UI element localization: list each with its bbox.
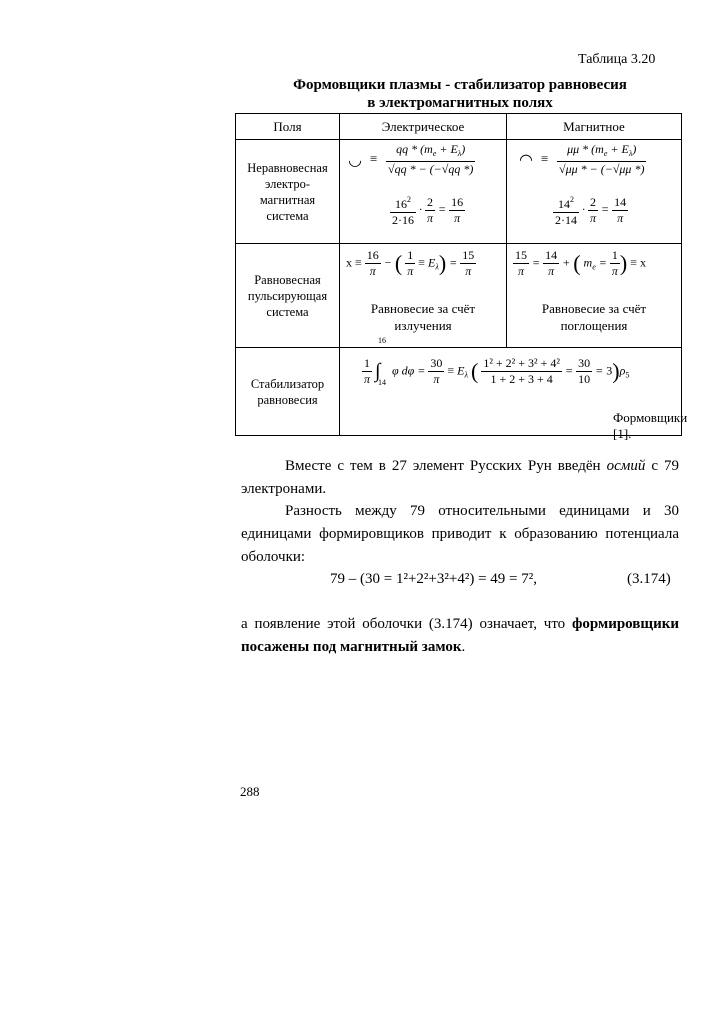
- pi-symbol: π: [433, 372, 440, 386]
- row2-label: [236, 244, 340, 348]
- table-title-line1: Формовщики плазмы - стабилизатор равновесия: [293, 77, 627, 93]
- rho-subscript: 5: [625, 370, 630, 380]
- E-symbol: E: [428, 255, 436, 270]
- lambda-subscript: λ: [435, 262, 439, 272]
- r1m-numerator: μμ * (m: [567, 142, 604, 156]
- para1-text: Вместе с тем в 27 элемент Русских Рун введён: [285, 458, 601, 474]
- e-subscript: e: [603, 149, 608, 158]
- frac-2-num: 2: [588, 195, 598, 211]
- lambda-subscript: λ: [628, 149, 633, 158]
- para3-bold: формировщики посажены под магнитный замок: [241, 616, 679, 655]
- row1-label-line: электро-: [264, 176, 311, 191]
- row3-formula-cell: $\frac{1}{\pi}$ 16 ∫ 14 φ dφ = $\frac{30}{\pi}$ ≡ $E_\lambda$ ( $\frac{\text{1² + 2² + 3² + 4²}}{1 + 2 + 3 + 4}$ = $\frac{30}{10}$ = $3)\rho_5$ Формовщики [1].: [340, 348, 682, 436]
- sum-squares-num: 1² + 2² + 3² + 4²: [483, 356, 561, 370]
- r1e-numerator: qq * (m: [396, 142, 433, 156]
- table-caption: Таблица 3.20: [578, 52, 656, 67]
- frac-2-num: 2: [425, 195, 435, 211]
- frac-15-num: 15: [462, 248, 475, 262]
- para3-start: а появление этой оболочки (3.174) означает, что: [241, 616, 566, 632]
- header-electric: Электрическое: [340, 114, 507, 140]
- row2-label-line: Равновесная: [254, 272, 321, 287]
- frac-16-den: 2·16: [392, 213, 414, 227]
- lambda-subscript: λ: [464, 370, 468, 380]
- e-subscript: e: [592, 262, 596, 272]
- row1-electric-cell: ◡ ≡ $\frac{qq * (m_e + E_\lambda)}{√qq * - (-√qq *)}$ $\frac{16^2}{2\cdot 16}$ · $\frac{2}{\pi}$ = $\frac{16}{\pi}$: [340, 140, 507, 244]
- frac-15-num: 15: [515, 248, 527, 262]
- equiv-symbol: ≡: [418, 255, 426, 270]
- row1-label-line: система: [266, 208, 309, 223]
- row3-label-line: Стабилизатор: [250, 376, 325, 391]
- equiv-symbol: ≡: [541, 151, 549, 166]
- frac-1-num: 1: [362, 356, 372, 372]
- pi-symbol: π: [454, 210, 461, 225]
- note-magnetic-line: поглощения: [560, 318, 628, 333]
- pi-symbol: π: [611, 264, 618, 278]
- integral-icon: ∫: [375, 360, 381, 382]
- row2-label-line: система: [266, 304, 309, 319]
- equiv-symbol: ≡: [447, 363, 455, 378]
- header-magnetic: Магнитное: [507, 114, 682, 140]
- para1-emphasis: осмий: [606, 458, 646, 474]
- frac-16-num: 16: [366, 248, 379, 262]
- frac-30b-num: 30: [578, 356, 591, 370]
- pi-symbol: π: [590, 210, 597, 225]
- equation-number: (3.174): [627, 571, 671, 587]
- pi-symbol: π: [364, 372, 371, 386]
- pi-symbol: π: [517, 264, 524, 278]
- pi-symbol: π: [427, 210, 434, 225]
- note-magnetic-line: Равновесие за счёт: [541, 301, 647, 316]
- frac-14-num: 14: [558, 197, 570, 211]
- row1-label-line: магнитная: [259, 192, 316, 207]
- note-electric-line: Равновесие за счёт: [370, 301, 476, 316]
- lambda-subscript: λ: [457, 149, 462, 158]
- x-symbol: x: [346, 255, 352, 270]
- pi-symbol: π: [369, 264, 376, 278]
- x-symbol: x: [640, 255, 647, 270]
- row2-electric-cell: x ≡ $\frac{16}{\pi}$ − ( $\frac{1}{\pi}$ ≡ $E_\lambda$) = $\frac{15}{\pi}$ Равновесие за счёт излучения: [340, 244, 507, 348]
- pi-symbol: π: [465, 264, 472, 278]
- para1-end: с 79 электронами.: [241, 458, 679, 497]
- row1-magnetic-cell: ◠ ≡ $\frac{\mu\mu * (m_e + E_\lambda)}{√\mu\mu * - (-√\mu\mu *)}$ $\frac{14^2}{2\cdot 14}$ · $\frac{2}{\pi}$ = $\frac{14}{\pi}$: [507, 140, 682, 244]
- cup-symbol: ◡: [348, 152, 362, 169]
- E-symbol: E: [450, 142, 458, 156]
- three-value: 3: [606, 363, 613, 378]
- page-number: 288: [240, 784, 260, 799]
- row1-label-line: Неравновесная: [247, 160, 328, 175]
- r1m-denominator: √μμ * − (−√μμ *): [559, 162, 645, 176]
- r1e-denominator: √qq * − (−√qq *): [388, 162, 474, 176]
- row3-label-line: равновесия: [257, 392, 318, 407]
- frac-10-den: 10: [578, 372, 591, 386]
- pi-symbol: π: [407, 264, 414, 278]
- frac-16b-num: 16: [451, 194, 464, 209]
- superscript-2: 2: [570, 195, 574, 204]
- pi-symbol: π: [548, 264, 555, 278]
- cap-symbol: ◠: [519, 152, 533, 169]
- frac-14b-num: 14: [614, 194, 627, 209]
- equiv-symbol: ≡: [370, 151, 378, 166]
- table-row: [236, 244, 682, 348]
- frac-30-num: 30: [430, 356, 443, 370]
- row3-note: Формовщики [1].: [613, 410, 688, 441]
- frac-14-num: 14: [545, 248, 558, 262]
- E-symbol: E: [621, 142, 629, 156]
- row2-label-line: пульсирующая: [247, 288, 328, 303]
- equiv-symbol: ≡: [630, 255, 638, 270]
- table-title-line2: в электромагнитных полях: [367, 95, 553, 111]
- plasma-table: [235, 113, 688, 441]
- table-row: [236, 348, 682, 436]
- header-row: [236, 114, 682, 140]
- equiv-symbol: ≡: [355, 255, 362, 270]
- row1-label: [236, 140, 340, 244]
- rho-symbol: ρ: [619, 363, 626, 378]
- frac-14-den: 2·14: [555, 213, 577, 227]
- row2-magnetic-cell: $\frac{15}{\pi}$ = $\frac{14}{\pi}$ + ( $m_e$ = $\frac{1}{\pi}$ ) ≡ x Равновесие за счёт поглощения: [507, 244, 682, 348]
- superscript-2: 2: [407, 195, 411, 204]
- para3-end: .: [461, 639, 466, 655]
- sum-den: 1 + 2 + 3 + 4: [490, 372, 553, 386]
- e-subscript: e: [432, 149, 437, 158]
- header-fields: Поля: [236, 114, 340, 140]
- paragraph-2: Разность между 79 относительными единицами и 30 единицами формировщиков приводит к образованию потенциала оболочки:: [241, 503, 679, 565]
- E-symbol: E: [457, 363, 465, 378]
- table-row: [236, 140, 682, 244]
- integral-upper-limit: 16: [378, 336, 387, 345]
- row3-label: [236, 348, 340, 436]
- equation: 79 – (30 = 1²+2²+3²+4²) = 49 = 7²,: [330, 571, 537, 587]
- pi-symbol: π: [617, 210, 624, 225]
- frac-1-num: 1: [405, 248, 415, 264]
- integral-lower-limit: 14: [378, 378, 387, 387]
- note-electric-line: излучения: [394, 318, 452, 333]
- frac-16-num: 16: [395, 197, 407, 211]
- integrand: φ dφ =: [392, 363, 426, 378]
- paragraph-1: [241, 455, 679, 501]
- frac-1-num: 1: [610, 248, 620, 264]
- paragraph-3: [241, 613, 679, 659]
